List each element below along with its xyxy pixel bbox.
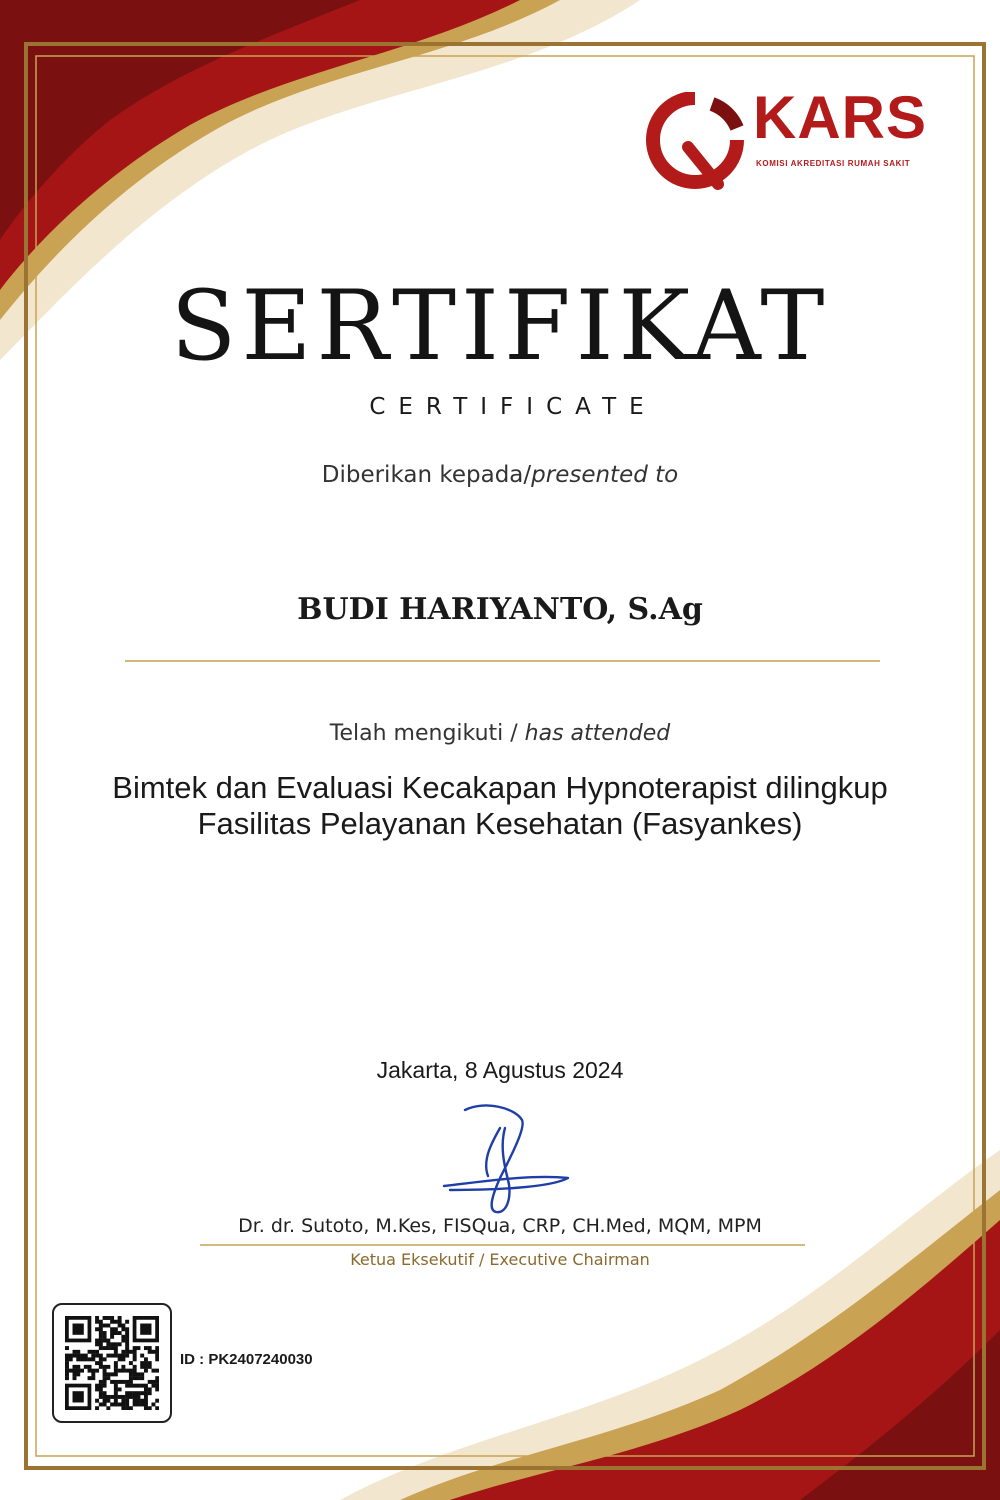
- presented-to-id: Diberikan kepada/: [321, 462, 532, 488]
- course-title: [0, 770, 1000, 842]
- course-title-line-2: Fasilitas Pelayanan Kesehatan (Fasyankes): [197, 806, 803, 841]
- certificate-id: ID : PK2407240030: [180, 1351, 313, 1368]
- attended-label: [0, 721, 1000, 746]
- presented-to-label: [0, 462, 1000, 488]
- logo-wordmark: KARS: [753, 84, 928, 151]
- kars-logo: [640, 84, 940, 192]
- kars-emblem-icon: [640, 92, 750, 192]
- presented-to-en: presented to: [531, 462, 679, 488]
- course-title-line-1: Bimtek dan Evaluasi Kecakapan Hypnoterapist dilingkup: [112, 770, 888, 805]
- place-date: Jakarta, 8 Agustus 2024: [376, 1057, 624, 1083]
- attended-id: Telah mengikuti /: [329, 721, 525, 746]
- certificate-subtitle: CERTIFICATE: [369, 394, 657, 420]
- signature-image: [430, 1098, 580, 1218]
- qr-code-pattern: [65, 1316, 159, 1410]
- signer-name: Dr. dr. Sutoto, M.Kes, FISQua, CRP, CH.Med, MQM, MPM: [238, 1215, 762, 1237]
- logo-tagline: KOMISI AKREDITASI RUMAH SAKIT: [756, 159, 911, 168]
- signer-position: Ketua Eksekutif / Executive Chairman: [350, 1250, 650, 1269]
- certificate-title: SERTIFIKAT: [170, 270, 830, 382]
- recipient-name: BUDI HARIYANTO, S.Ag: [297, 592, 703, 627]
- qr-code: [52, 1303, 172, 1423]
- attended-en: has attended: [524, 721, 671, 746]
